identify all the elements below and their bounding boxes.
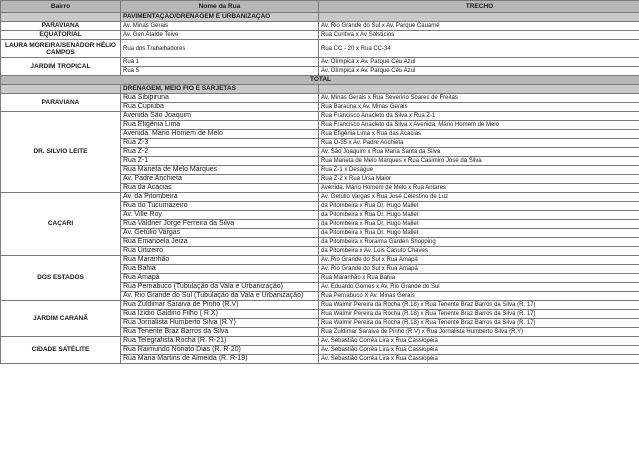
trecho-cell: Rua Walmir Pereira da Rocha (R.18) x Rua Tenente Braz Barros da Silva (R. 17) <box>319 301 639 310</box>
rua-cell: Rua Raimundo Nonato Dias (R. R-20) <box>121 346 319 355</box>
rua-cell: Av. Minas Gerais <box>121 22 319 31</box>
rua-cell: Rua Maria Martins de Almeida (R. R-19) <box>121 355 319 364</box>
table-row <box>1 193 639 202</box>
rua-cell: Rua Sibipiruna <box>121 94 319 103</box>
bairro-cell: JARDIM TROPICAL <box>1 58 121 76</box>
table-row <box>1 40 639 58</box>
rua-cell: Av. Rio Grande do Sul (Tubulação da Vala e Urbanização) <box>121 292 319 301</box>
bairro-cell: EQUATORIAL <box>1 31 121 40</box>
trecho-cell: Rua O-35 x Av. Padre Anchieta <box>319 139 639 148</box>
trecho-cell: Rua Francisco Anacleto da Silva x Avenida. Mário Homem de Melo <box>319 121 639 130</box>
trecho-cell: Rua Zuldimar Saraiva de Pinho (R.V) x Rua Jornalista Humberto Silva (R.Y) <box>319 328 639 337</box>
rua-cell: Rua Valdner Jorge Ferreira da Silva <box>121 220 319 229</box>
trecho-cell: Avenida. Mário Homem de Melo x Rua Antares <box>319 184 639 193</box>
rua-cell: Av. Padre Anchieta <box>121 175 319 184</box>
table-row <box>1 256 639 265</box>
trecho-cell: da Pitombeira x Av. Luis Canuto Chaves <box>319 247 639 256</box>
trecho-cell: Av. Getúlio Vargas x Rua José Celestino de Luz <box>319 193 639 202</box>
rua-cell: Rua Z-3 <box>121 139 319 148</box>
bairro-line: LAURA MOREIRA/SENADOR HÉLIO <box>5 41 116 49</box>
bairro-line: CAMPOS <box>46 48 75 56</box>
trecho-cell: Rua Francisco Anacleto da Silva x Rua Z-1 <box>319 112 639 121</box>
trecho-cell: Av. Sebastião Corrêa Lira x Rua Cassiopéia <box>319 355 639 364</box>
header-bairro: Bairro <box>1 1 121 13</box>
rua-cell: Rua Amapá <box>121 274 319 283</box>
rua-cell: Rua Jornalista Humberto Silva (R.Y) <box>121 319 319 328</box>
rua-cell: Rua Izídio Galdino Filho ( R.X) <box>121 310 319 319</box>
total-row <box>1 76 639 85</box>
rua-cell: Avenida São Joaquim <box>121 112 319 121</box>
trecho-cell: Rua Baraúna x Av. Minas Gerais <box>319 103 639 112</box>
bairro-cell: DR. SILVIO LEITE <box>1 112 121 193</box>
rua-cell: Rua Maranhão <box>121 256 319 265</box>
section-row <box>1 85 639 94</box>
rua-cell: Av. Ville Roy <box>121 211 319 220</box>
rua-cell: Rua Cupiúba <box>121 103 319 112</box>
header-row <box>1 1 639 13</box>
bairro-cell: CIDADE SATÉLITE <box>1 337 121 364</box>
trecho-cell: Rua Walmir Pereira da Rocha (R.18) x Rua Tenente Braz Barros da Silva (R. 17) <box>319 319 639 328</box>
trecho-cell: Rua Pernabuco X Av. Minas Gerais <box>319 292 639 301</box>
bairro-cell <box>1 40 121 58</box>
trecho-cell: Rua Maranhão x Rua Bahia <box>319 274 639 283</box>
rua-cell: Rua Zuldimar Saraiva de Pinho (R.V) <box>121 301 319 310</box>
rua-cell: Rua Telegrafista Rocha (R. R-21) <box>121 337 319 346</box>
rua-cell: Rua dos Trabalhadores <box>121 40 319 58</box>
trecho-cell: Rua Z-1 x Deságue <box>319 166 639 175</box>
rua-cell: Rua do Tucumazeiro <box>121 202 319 211</box>
rua-cell: Rua Z-2 <box>121 148 319 157</box>
trecho-cell: Av. Rio Grande do Sul x Rua Amapá <box>319 256 639 265</box>
section-row <box>1 13 639 22</box>
section-title: DRENAGEM, MEIO FIO E SARJETAS <box>121 85 319 94</box>
section-title: PAVIMENTAÇÃO/DRENAGEM E URBANIZAÇÃO <box>121 13 319 22</box>
table-row <box>1 31 639 40</box>
rua-cell: Rua Tenente Braz Barros da Silva <box>121 328 319 337</box>
table-row <box>1 22 639 31</box>
header-trecho: TRECHO <box>319 1 639 13</box>
bairro-cell: PARAVIANA <box>1 94 121 112</box>
total-label: TOTAL <box>1 76 639 85</box>
rua-cell: Rua da Acácias <box>121 184 319 193</box>
rua-cell: Av. Gen Ataíde Teive <box>121 31 319 40</box>
bairro-cell: PARAVIANA <box>1 22 121 31</box>
trecho-cell: Rua Curitiva x Av Solstícios <box>319 31 639 40</box>
table-row <box>1 94 639 103</box>
trecho-cell: Rua CC - 20 x Rua CC-34 <box>319 40 639 58</box>
trecho-cell: Av. Sebastião Corrêa Lira x Rua Cassiopéia <box>319 337 639 346</box>
rua-cell: Rua Marieta de Melo Marques <box>121 166 319 175</box>
rua-cell: Rua Z-1 <box>121 157 319 166</box>
trecho-cell: da Pitombeira x Rua Dr. Hugo Mallet <box>319 220 639 229</box>
trecho-cell: Av. Rio Grande do Sul x Av. Parque Cauamé <box>319 22 639 31</box>
table-row <box>1 337 639 346</box>
trecho-cell: Av. São Joaquim x Rua Maria Santa da Silva <box>319 148 639 157</box>
bairro-cell: JARDIM CARANÃ <box>1 301 121 337</box>
table-row <box>1 301 639 310</box>
rua-cell: Rua Bahia <box>121 265 319 274</box>
trecho-cell: Rua Efigênia Lima x Rua das Acácias <box>319 130 639 139</box>
rua-cell: Av. Getúlio Vargas <box>121 229 319 238</box>
trecho-cell: Av. Olímpica x Av. Parque Céu Azul <box>319 67 639 76</box>
trecho-cell: da Pitombeira x Rua Dr. Hugo Mallet <box>319 229 639 238</box>
rua-cell: Avenida. Mário Homem de Melo <box>121 130 319 139</box>
trecho-cell: Av. Sebastião Corrêa Lira x Rua Cassiopéia <box>319 346 639 355</box>
trecho-cell: Av. Eduardo Gomes x Av. Rio Grande do Sul <box>319 283 639 292</box>
trecho-cell: Rua Z-2 x Rua Ursa Maior <box>319 175 639 184</box>
trecho-cell: Av. Minas Gerais x Rua Severino Soares de Freitas <box>319 94 639 103</box>
trecho-cell: Rua Marieta de Melo Marques x Rua Casimiro José da Silva <box>319 157 639 166</box>
rua-cell: Rua 1 <box>121 58 319 67</box>
bairro-cell: DOS ESTADOS <box>1 256 121 301</box>
trecho-cell: Av. Rio Grande do Sul x Rua Amapá <box>319 265 639 274</box>
trecho-cell: da Pitombeira x Rua Dr. Hugo Mallet <box>319 202 639 211</box>
rua-cell: Av. da Pitombeira <box>121 193 319 202</box>
trecho-cell: da Pitombeira x Roraima Garden Shopping <box>319 238 639 247</box>
rua-cell: Rua Uitizeiro <box>121 247 319 256</box>
table-row <box>1 58 639 67</box>
table-row <box>1 112 639 121</box>
header-rua: Nome da Rua <box>121 1 319 13</box>
trecho-cell: Av. Olímpica x Av. Parque Céu Azul <box>319 58 639 67</box>
trecho-cell: da Pitombeira x Rua Dr. Hugo Mallet <box>319 211 639 220</box>
rua-cell: Rua Emanoela Jeiza <box>121 238 319 247</box>
trecho-cell: Rua Walmir Pereira da Rocha (R.18) x Rua Tenente Braz Barros da Silva (R. 17) <box>319 310 639 319</box>
rua-cell: Rua Pernabuco (Tubulação da Vala e Urbanização) <box>121 283 319 292</box>
rua-cell: Rua Efigênia Lima <box>121 121 319 130</box>
bairro-cell: CAÇARI <box>1 193 121 256</box>
rua-cell: Rua 5 <box>121 67 319 76</box>
